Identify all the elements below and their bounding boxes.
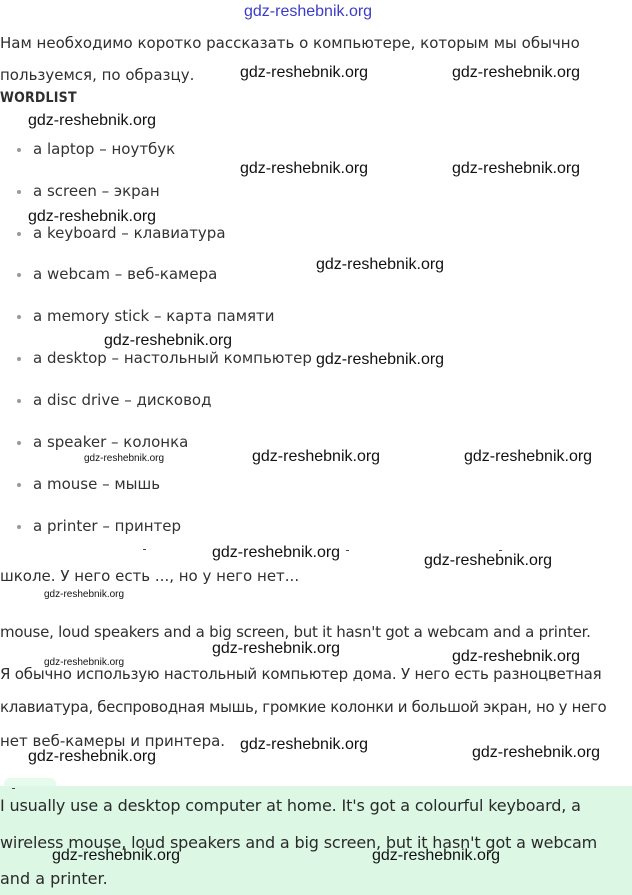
watermark: gdz-reshebnik.org bbox=[52, 847, 181, 864]
intro-line-2: пользуемся, по образцу. bbox=[0, 66, 195, 84]
bullet-icon bbox=[17, 232, 21, 236]
watermark: gdz-reshebnik.org bbox=[464, 448, 593, 465]
watermark: gdz-reshebnik.org bbox=[104, 332, 233, 349]
list-item-text: a webcam – веб-камера bbox=[33, 265, 218, 283]
bullet-icon bbox=[17, 315, 21, 319]
stray-mark bbox=[143, 549, 146, 550]
list-item-text: a laptop – ноутбук bbox=[33, 140, 176, 158]
watermark: gdz-reshebnik.org bbox=[212, 544, 341, 561]
watermark: gdz-reshebnik.org bbox=[28, 208, 157, 225]
list-item-text: a memory stick – карта памяти bbox=[33, 307, 275, 325]
watermark: gdz-reshebnik.org bbox=[316, 256, 445, 273]
answer-line-2: wireless mouse, loud speakers and a big screen, but it hasn't got a webcam bbox=[0, 833, 598, 852]
translation-line-2: клавиатура, беспроводная мышь, громкие колонки и большой экран, но у него bbox=[0, 698, 607, 716]
watermark: gdz-reshebnik.org bbox=[28, 748, 157, 765]
bullet-icon bbox=[17, 399, 21, 403]
translation-line-3: нет веб-камеры и принтера. bbox=[0, 732, 226, 750]
list-item-text: a printer – принтер bbox=[33, 517, 182, 535]
watermark: gdz-reshebnik.org bbox=[44, 657, 125, 668]
answer-line-1: I usually use a desktop computer at home. It's got a colourful keyboard, a bbox=[0, 796, 581, 815]
watermark: gdz-reshebnik.org bbox=[252, 448, 381, 465]
list-item-text: a disc drive – дисковод bbox=[33, 391, 212, 409]
bullet-icon bbox=[17, 357, 21, 361]
watermark: gdz-reshebnik.org bbox=[372, 847, 501, 864]
list-item-text: a screen – экран bbox=[33, 182, 160, 200]
watermark: gdz-reshebnik.org bbox=[28, 112, 157, 129]
list-item-text: a mouse – мышь bbox=[33, 475, 161, 493]
watermark: gdz-reshebnik.org bbox=[452, 648, 581, 665]
watermark: gdz-reshebnik.org bbox=[240, 64, 369, 81]
bullet-icon bbox=[17, 190, 21, 194]
bullet-icon bbox=[17, 148, 21, 152]
bullet-icon bbox=[17, 273, 21, 277]
model-line-1: школе. У него есть ..., но у него нет... bbox=[0, 567, 300, 585]
watermark: gdz-reshebnik.org bbox=[240, 160, 369, 177]
model-line-2: mouse, loud speakers and a big screen, but it hasn't got a webcam and a printer. bbox=[0, 623, 591, 641]
stray-mark bbox=[499, 550, 502, 551]
stray-mark bbox=[346, 550, 349, 551]
bullet-icon bbox=[17, 483, 21, 487]
stray-mark bbox=[12, 788, 15, 789]
watermark: gdz-reshebnik.org bbox=[472, 744, 601, 761]
watermark: gdz-reshebnik.org bbox=[452, 64, 581, 81]
list-item-text: a keyboard – клавиатура bbox=[33, 224, 226, 242]
answer-line-3: and a printer. bbox=[0, 869, 108, 888]
bullet-icon bbox=[17, 441, 21, 445]
watermark: gdz-reshebnik.org bbox=[212, 640, 341, 657]
wordlist-heading: WORDLIST bbox=[0, 90, 77, 106]
watermark: gdz-reshebnik.org bbox=[424, 552, 553, 569]
list-item-text: a desktop – настольный компьютер bbox=[33, 349, 312, 367]
watermark: gdz-reshebnik.org bbox=[240, 736, 369, 753]
watermark: gdz-reshebnik.org bbox=[452, 160, 581, 177]
watermark: gdz-reshebnik.org bbox=[84, 453, 165, 464]
list-item-text: a speaker – колонка bbox=[33, 433, 189, 451]
watermark: gdz-reshebnik.org bbox=[44, 589, 125, 600]
watermark-top: gdz-reshebnik.org bbox=[244, 3, 373, 20]
bullet-icon bbox=[17, 525, 21, 529]
watermark: gdz-reshebnik.org bbox=[316, 351, 445, 368]
intro-line-1: Нам необходимо коротко рассказать о компьютере, которым мы обычно bbox=[0, 34, 580, 52]
translation-line-1: Я обычно использую настольный компьютер дома. У него есть разноцветная bbox=[0, 665, 602, 683]
